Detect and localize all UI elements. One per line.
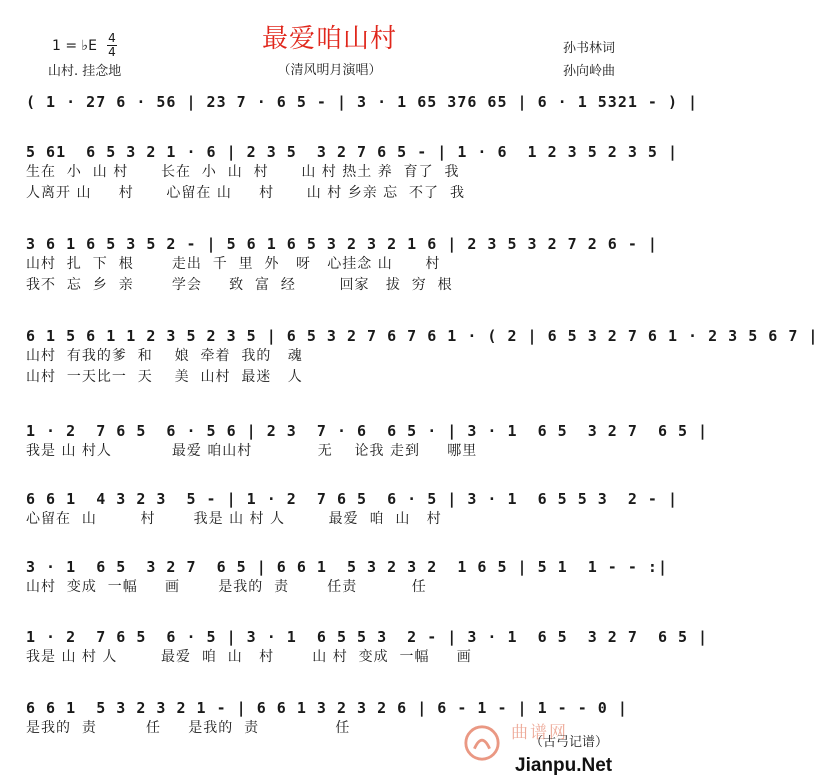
lyric-line-verse-1: 山村 变成 一幅 画 是我的 责 任责 任 — [26, 579, 427, 595]
score-row — [26, 142, 678, 204]
score-row — [26, 489, 678, 530]
notation-line: 6 6 1 4 3 2 3 5 - | 1 · 2 7 6 5 6 · 5 | 3 · 1 6 5 5 3 2 - | — [26, 490, 678, 508]
lyric-line-verse-1: 山村 有我的爹 和 娘 牵着 我的 魂 — [26, 348, 303, 364]
site-logo-icon — [463, 724, 501, 762]
lyric-line-verse-2: 我不 忘 乡 亲 学会 致 富 经 回家 拔 穷 根 — [26, 277, 453, 293]
key-label: 1 = ♭E — [52, 37, 97, 54]
composer-credit: 孙向岭曲 — [562, 64, 615, 79]
lyric-line-verse-1: 生在 小 山 村 长在 小 山 村 山 村 热土 养 育了 我 — [26, 164, 460, 180]
notation-line: 3 6 1 6 5 3 5 2 - | 5 6 1 6 5 3 2 3 2 1 6 | 2 3 5 3 2 7 2 6 - | — [26, 235, 658, 253]
transcriber-note: （古弓记谱） — [530, 735, 609, 750]
notation-line: 6 1 5 6 1 1 2 3 5 2 3 5 | 6 5 3 2 7 6 7 6 1 · ( 2 | 6 5 3 2 7 6 1 · 2 3 5 6 7 | — [26, 327, 818, 345]
lyric-line-verse-1: 心留在 山 村 我是 山 村 人 最爱 咱 山 村 — [26, 511, 442, 527]
score-row — [26, 234, 658, 296]
notation-line: 6 6 1 5 3 2 3 2 1 - | 6 6 1 3 2 3 2 6 | 6 - 1 - | 1 - - 0 | — [26, 699, 628, 717]
notation-line: 5 61 6 5 3 2 1 · 6 | 2 3 5 3 2 7 6 5 - | 1 · 6 1 2 3 5 2 3 5 | — [26, 143, 678, 161]
site-name: Jianpu.Net — [515, 755, 613, 776]
time-bottom: 4 — [108, 45, 116, 59]
notation-line: 3 · 1 6 5 3 2 7 6 5 | 6 6 1 5 3 2 3 2 1 6 5 | 5 1 1 - - :| — [26, 558, 668, 576]
notation-line: 1 · 2 7 6 5 6 · 5 6 | 2 3 7 · 6 6 5 · | 3 · 1 6 5 3 2 7 6 5 | — [26, 422, 709, 440]
lyric-line-verse-1: 我是 山 村 人 最爱 咱 山 村 山 村 变成 一幅 画 — [26, 649, 472, 665]
score-row — [26, 627, 709, 668]
performer-credit: （清风明月演唱） — [277, 63, 382, 78]
lyric-line-verse-1: 是我的 责 任 是我的 责 任 — [26, 720, 351, 736]
notation-line: ( 1 · 27 6 · 56 | 23 7 · 6 5 - | 3 · 1 65 376 65 | 6 · 1 5321 - ) | — [26, 93, 699, 111]
lyric-line-verse-1: 我是 山 村人 最爱 咱山村 无 论我 走到 哪里 — [26, 443, 478, 459]
lyricist-credit: 孙书林词 — [562, 41, 615, 56]
notation-line: 1 · 2 7 6 5 6 · 5 | 3 · 1 6 5 5 3 2 - | 3 · 1 6 5 3 2 7 6 5 | — [26, 628, 709, 646]
score-row — [26, 326, 818, 388]
score-row — [26, 92, 699, 112]
score-row — [26, 421, 709, 462]
score-row — [26, 557, 668, 598]
lyric-line-verse-2: 人离开 山 村 心留在 山 村 山 村 乡亲 忘 不了 我 — [26, 185, 465, 201]
lyric-line-verse-2: 山村 一天比一 天 美 山村 最迷 人 — [26, 369, 303, 385]
lyric-line-verse-1: 山村 扎 下 根 走出 千 里 外 呀 心挂念 山 村 — [26, 256, 441, 272]
mood-subtitle: 山村. 挂念地 — [48, 64, 122, 79]
watermark-text: 曲谱网 — [511, 723, 568, 743]
song-title: 最爱咱山村 — [261, 24, 397, 54]
time-top: 4 — [108, 31, 116, 45]
